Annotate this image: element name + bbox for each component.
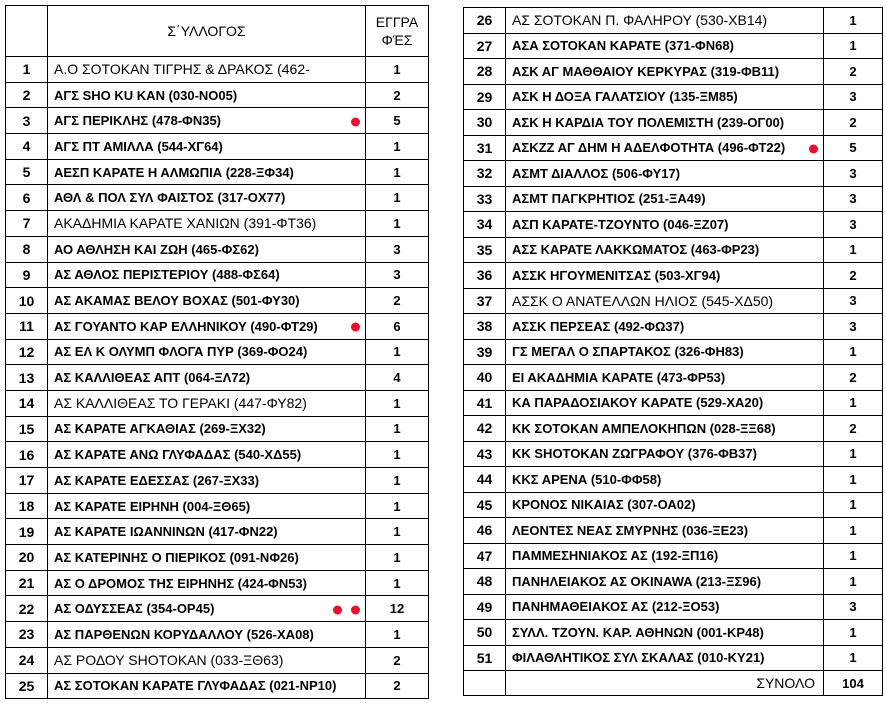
registration-count: 1 bbox=[366, 519, 429, 545]
registration-count: 2 bbox=[824, 263, 883, 289]
registration-count: 1 bbox=[366, 622, 429, 648]
club-name-cell bbox=[506, 569, 824, 595]
club-name-cell bbox=[48, 519, 366, 545]
club-name: ΑΣ ΡΟΔΟΥ SHOTOKAN (033-ΞΘ63) bbox=[54, 652, 284, 669]
table-row bbox=[464, 518, 883, 544]
table-row bbox=[464, 569, 883, 595]
table-row bbox=[6, 596, 429, 622]
club-name-cell bbox=[48, 596, 366, 622]
registration-count: 12 bbox=[366, 596, 429, 622]
club-name: ΑΣ ΠΑΡΘΕΝΩΝ ΚΟΡΥΔΑΛΛΟΥ (526-ΧΑ08) bbox=[54, 626, 314, 642]
club-name: ΕΙ ΑΚΑΔΗΜΙΑ ΚΑΡΑΤΕ (473-ΦΡ53) bbox=[512, 369, 726, 385]
club-name-cell bbox=[506, 212, 824, 238]
header-count: ΕΓΓΡΑ ΦΈΣ bbox=[366, 6, 429, 57]
table-row bbox=[6, 288, 429, 314]
row-number: 13 bbox=[6, 365, 48, 391]
row-number: 47 bbox=[464, 543, 506, 569]
club-name: ΚΚΣ ΑΡΕΝΑ (510-ΦΦ58) bbox=[512, 471, 662, 487]
club-name-cell bbox=[506, 416, 824, 442]
registration-count: 3 bbox=[824, 212, 883, 238]
club-name: ΦΙΛΑΘΛΗΤΙΚΟΣ ΣΥΛ ΣΚΑΛΑΣ (010-ΚΥ21) bbox=[512, 650, 765, 666]
row-number: 42 bbox=[464, 416, 506, 442]
club-name: ΑΣΚΖΖ ΑΓ ΔΗΜ Η ΑΔΕΛΦΟΤΗΤΑ (496-ΦΤ22) bbox=[512, 140, 786, 156]
club-name-cell bbox=[48, 365, 366, 391]
row-number: 46 bbox=[464, 518, 506, 544]
club-name-cell bbox=[48, 442, 366, 468]
registration-count: 3 bbox=[366, 262, 429, 288]
club-name-cell bbox=[506, 518, 824, 544]
registration-count: 1 bbox=[824, 569, 883, 595]
club-name-cell bbox=[48, 339, 366, 365]
club-name: ΑΣ ΚΑΛΛΙΘΕΑΣ ΤΟ ΓΕΡΑΚΙ (447-ΦΥ82) bbox=[54, 395, 307, 412]
club-name-cell bbox=[48, 57, 366, 83]
row-number: 39 bbox=[464, 339, 506, 365]
table-row bbox=[464, 467, 883, 493]
club-name: ΑΣΚ Η ΔΟΞΑ ΓΑΛΑΤΣΙΟΥ (135-ΞΜ85) bbox=[512, 89, 738, 105]
row-number: 12 bbox=[6, 339, 48, 365]
club-name: ΑΚΑΔΗΜΙΑ ΚΑΡΑΤΕ ΧΑΝΙΩΝ (391-ΦΤ36) bbox=[54, 215, 317, 232]
registration-count: 1 bbox=[366, 493, 429, 519]
total-value: 104 bbox=[824, 671, 883, 696]
club-name: ΚΡΟΝΟΣ ΝΙΚΑΙΑΣ (307-ΟΑ02) bbox=[512, 497, 696, 513]
red-dot-icon bbox=[809, 144, 818, 153]
club-name: ΓΣ ΜΕΓΑΛ Ο ΣΠΑΡΤΑΚΟΣ (326-ΦΗ83) bbox=[512, 344, 744, 360]
club-name: Α.Ο ΣΟΤΟΚΑΝ ΤΙΓΡΗΣ & ΔΡΑΚΟΣ (462- bbox=[54, 61, 310, 78]
club-name: ΑΓΣ ΠΤ ΑΜΙΛΛΑ (544-ΧΓ64) bbox=[54, 138, 223, 154]
table-row bbox=[6, 570, 429, 596]
row-number: 3 bbox=[6, 108, 48, 134]
row-number: 45 bbox=[464, 492, 506, 518]
club-name-cell bbox=[48, 262, 366, 288]
row-number: 27 bbox=[464, 33, 506, 59]
registration-count: 1 bbox=[824, 620, 883, 646]
registration-count: 3 bbox=[824, 594, 883, 620]
club-name-cell bbox=[506, 390, 824, 416]
row-number: 25 bbox=[6, 673, 48, 699]
total-row bbox=[464, 671, 883, 696]
table-row bbox=[464, 620, 883, 646]
club-name: ΛΕΟΝΤΕΣ ΝΕΑΣ ΣΜΥΡΝΗΣ (036-ΞΕ23) bbox=[512, 522, 749, 538]
club-name: ΑΣ ΚΑΛΛΙΘΕΑΣ ΑΠΤ (064-ΞΛ72) bbox=[54, 370, 251, 386]
table-row bbox=[6, 313, 429, 339]
row-number: 30 bbox=[464, 110, 506, 136]
registration-count: 1 bbox=[824, 543, 883, 569]
table-row bbox=[6, 468, 429, 494]
row-number: 23 bbox=[6, 622, 48, 648]
marker-dots bbox=[800, 140, 818, 155]
club-name-cell bbox=[506, 110, 824, 136]
club-name-cell bbox=[506, 441, 824, 467]
club-name: ΑΣ Ο ΔΡΟΜΟΣ ΤΗΣ ΕΙΡΗΝΗΣ (424-ΦΝ53) bbox=[54, 575, 307, 591]
club-name: ΑΟ ΑΘΛΗΣΗ ΚΑΙ ΖΩΗ (465-ΦΣ62) bbox=[54, 241, 259, 257]
registration-count: 1 bbox=[824, 339, 883, 365]
club-name-cell bbox=[506, 8, 824, 34]
row-number: 32 bbox=[464, 161, 506, 187]
club-name-cell bbox=[506, 543, 824, 569]
club-name: ΑΣΣΚ Ο ΑΝΑΤΕΛΛΩΝ ΗΛΙΟΣ (545-ΧΔ50) bbox=[512, 292, 774, 309]
club-name-cell bbox=[506, 594, 824, 620]
registration-count: 5 bbox=[824, 135, 883, 161]
table-row bbox=[6, 159, 429, 185]
row-number: 35 bbox=[464, 237, 506, 263]
registration-count: 1 bbox=[824, 467, 883, 493]
club-name: ΚΚ SHOTOKAN ΖΩΓΡΑΦΟΥ (376-ΦΒ37) bbox=[512, 446, 757, 462]
table-row bbox=[6, 390, 429, 416]
club-name-cell bbox=[48, 134, 366, 160]
row-number: 2 bbox=[6, 82, 48, 108]
club-name: ΑΣΜΤ ΔΙΑΛΛΟΣ (506-ΦΥ17) bbox=[512, 165, 681, 181]
registration-count: 1 bbox=[366, 134, 429, 160]
registration-count: 3 bbox=[824, 314, 883, 340]
club-name: ΚΑ ΠΑΡΑΔΟΣΙΑΚΟΥ ΚΑΡΑΤΕ (529-ΧΑ20) bbox=[512, 395, 764, 411]
row-number: 36 bbox=[464, 263, 506, 289]
registration-count: 1 bbox=[366, 468, 429, 494]
red-dot-icon bbox=[351, 117, 360, 126]
table-row bbox=[464, 161, 883, 187]
table-row bbox=[6, 673, 429, 699]
registration-count: 1 bbox=[366, 339, 429, 365]
row-number: 33 bbox=[464, 186, 506, 212]
club-name: ΑΣ ΚΑΡΑΤΕ ΑΓΚΑΘΙΑΣ (269-ΞΧ32) bbox=[54, 421, 266, 437]
table-row bbox=[6, 647, 429, 673]
right-table bbox=[463, 7, 883, 696]
table-row bbox=[6, 493, 429, 519]
registration-count: 1 bbox=[824, 492, 883, 518]
red-dot-icon bbox=[351, 605, 360, 614]
row-number: 4 bbox=[6, 134, 48, 160]
row-number: 41 bbox=[464, 390, 506, 416]
club-name-cell bbox=[506, 467, 824, 493]
row-number: 34 bbox=[464, 212, 506, 238]
club-name-cell bbox=[48, 493, 366, 519]
row-number: 6 bbox=[6, 185, 48, 211]
registration-count: 1 bbox=[366, 159, 429, 185]
club-name: ΠΑΜΜΕΣΗΝΙΑΚΟΣ ΑΣ (192-ΞΠ16) bbox=[512, 548, 719, 564]
header-row bbox=[6, 6, 429, 57]
table-row bbox=[464, 135, 883, 161]
row-number: 37 bbox=[464, 288, 506, 314]
club-name-cell bbox=[506, 314, 824, 340]
table-row bbox=[464, 59, 883, 85]
club-name: ΑΣ ΚΑΡΑΤΕ ΕΙΡΗΝΗ (004-ΞΘ65) bbox=[54, 498, 251, 514]
registration-count: 1 bbox=[366, 545, 429, 571]
club-name: ΑΣ ΚΑΤΕΡΙΝΗΣ Ο ΠΙΕΡΙΚΟΣ (091-ΝΦ26) bbox=[54, 549, 299, 565]
row-number: 1 bbox=[6, 57, 48, 83]
table-row bbox=[6, 185, 429, 211]
club-name-cell bbox=[48, 416, 366, 442]
club-name: ΑΣ ΚΑΡΑΤΕ ΑΝΩ ΓΛΥΦΑΔΑΣ (540-ΧΔ55) bbox=[54, 447, 302, 463]
club-name-cell bbox=[506, 135, 824, 161]
club-name-cell bbox=[506, 161, 824, 187]
row-number: 44 bbox=[464, 467, 506, 493]
total-blank-cell bbox=[464, 671, 506, 696]
registration-count: 1 bbox=[366, 185, 429, 211]
club-name-cell bbox=[48, 185, 366, 211]
registration-count: 2 bbox=[824, 59, 883, 85]
header-blank-cell bbox=[6, 6, 48, 57]
club-name: ΑΣ ΑΚΑΜΑΣ ΒΕΛΟΥ ΒΟΧΑΣ (501-ΦΥ30) bbox=[54, 293, 300, 309]
row-number: 40 bbox=[464, 365, 506, 391]
club-name: ΠΑΝΗΛΕΙΑΚΟΣ ΑΣ OKINAWA (213-ΞΣ96) bbox=[512, 573, 762, 589]
registration-count: 2 bbox=[366, 82, 429, 108]
club-name-cell bbox=[506, 33, 824, 59]
club-name-cell bbox=[506, 263, 824, 289]
red-dot-icon bbox=[333, 605, 342, 614]
club-name-cell bbox=[48, 570, 366, 596]
table-row bbox=[6, 339, 429, 365]
club-name: ΑΣΣ ΚΑΡΑΤΕ ΛΑΚΚΩΜΑΤΟΣ (463-ΦΡ23) bbox=[512, 242, 760, 258]
table-row bbox=[464, 33, 883, 59]
row-number: 7 bbox=[6, 211, 48, 237]
club-name: ΑΣ ΚΑΡΑΤΕ ΕΔΕΣΣΑΣ (267-ΞΧ33) bbox=[54, 472, 260, 488]
row-number: 38 bbox=[464, 314, 506, 340]
registration-count: 2 bbox=[366, 647, 429, 673]
table-row bbox=[464, 543, 883, 569]
club-name: ΑΣΚ Η ΚΑΡΔΙΑ ΤΟΥ ΠΟΛΕΜΙΣΤΗ (239-ΟΓ00) bbox=[512, 114, 785, 130]
club-name: ΑΣ ΣΟΤΟΚΑΝ ΚΑΡΑΤΕ ΓΛΥΦΑΔΑΣ (021-ΝΡ10) bbox=[54, 678, 337, 694]
club-name: ΑΣΚ ΑΓ ΜΑΘΘΑΙΟΥ ΚΕΡΚΥΡΑΣ (319-ΦΒ11) bbox=[512, 63, 780, 79]
club-name-cell bbox=[506, 186, 824, 212]
table-row bbox=[464, 441, 883, 467]
table-row bbox=[464, 288, 883, 314]
row-number: 43 bbox=[464, 441, 506, 467]
table-row bbox=[464, 416, 883, 442]
registration-count: 3 bbox=[366, 236, 429, 262]
row-number: 21 bbox=[6, 570, 48, 596]
marker-dots bbox=[342, 319, 360, 334]
registration-count: 1 bbox=[824, 518, 883, 544]
row-number: 10 bbox=[6, 288, 48, 314]
table-row bbox=[6, 57, 429, 83]
row-number: 24 bbox=[6, 647, 48, 673]
club-name: ΑΓΣ ΠΕΡΙΚΛΗΣ (478-ΦΝ35) bbox=[54, 113, 222, 129]
row-number: 26 bbox=[464, 8, 506, 34]
registration-count: 1 bbox=[366, 57, 429, 83]
club-name-cell bbox=[48, 159, 366, 185]
club-name-cell bbox=[506, 59, 824, 85]
registration-count: 1 bbox=[824, 237, 883, 263]
table-row bbox=[464, 594, 883, 620]
club-name-cell bbox=[506, 339, 824, 365]
row-number: 16 bbox=[6, 442, 48, 468]
club-name-cell bbox=[506, 237, 824, 263]
table-row bbox=[6, 211, 429, 237]
registration-count: 1 bbox=[824, 645, 883, 671]
registration-count: 1 bbox=[824, 390, 883, 416]
table-row bbox=[464, 492, 883, 518]
club-name: ΑΣ ΕΛ Κ ΟΛΥΜΠ ΦΛΟΓΑ ΠΥΡ (369-ΦΟ24) bbox=[54, 344, 308, 360]
row-number: 48 bbox=[464, 569, 506, 595]
registration-count: 2 bbox=[824, 416, 883, 442]
registration-count: 6 bbox=[366, 313, 429, 339]
registration-count: 3 bbox=[824, 161, 883, 187]
row-number: 11 bbox=[6, 313, 48, 339]
row-number: 22 bbox=[6, 596, 48, 622]
table-row bbox=[6, 108, 429, 134]
registration-count: 1 bbox=[366, 570, 429, 596]
table-row bbox=[464, 314, 883, 340]
registration-count: 2 bbox=[824, 110, 883, 136]
row-number: 8 bbox=[6, 236, 48, 262]
table-row bbox=[464, 263, 883, 289]
row-number: 17 bbox=[6, 468, 48, 494]
marker-dots bbox=[342, 113, 360, 128]
club-name: ΑΣΜΤ ΠΑΓΚΡΗΤΙΟΣ (251-ΞΑ49) bbox=[512, 191, 706, 207]
club-name-cell bbox=[506, 492, 824, 518]
total-label: ΣΥΝΟΛΟ bbox=[506, 671, 824, 696]
club-name: ΚΚ ΣΟΤΟΚΑΝ ΑΜΠΕΛΟΚΗΠΩΝ (028-ΞΞ68) bbox=[512, 420, 776, 436]
club-name: ΑΣΠ ΚΑΡΑΤΕ-ΤΖΟΥΝΤΟ (046-ΞΖ07) bbox=[512, 216, 729, 232]
club-name: ΑΣ ΑΘΛΟΣ ΠΕΡΙΣΤΕΡΙΟΥ (488-ΦΣ64) bbox=[54, 267, 280, 283]
table-row bbox=[6, 622, 429, 648]
club-name-cell bbox=[48, 545, 366, 571]
registration-count: 3 bbox=[824, 84, 883, 110]
table-row bbox=[464, 186, 883, 212]
row-number: 29 bbox=[464, 84, 506, 110]
registration-count: 2 bbox=[824, 365, 883, 391]
club-name-cell bbox=[48, 211, 366, 237]
row-number: 19 bbox=[6, 519, 48, 545]
registration-count: 5 bbox=[366, 108, 429, 134]
header-name: Σ΄ΥΛΛΟΓΟΣ bbox=[48, 6, 366, 57]
table-row bbox=[464, 390, 883, 416]
row-number: 15 bbox=[6, 416, 48, 442]
row-number: 9 bbox=[6, 262, 48, 288]
red-dot-icon bbox=[351, 323, 360, 332]
table-row bbox=[464, 8, 883, 34]
registration-count: 1 bbox=[366, 416, 429, 442]
registration-count: 1 bbox=[366, 211, 429, 237]
table-row bbox=[6, 442, 429, 468]
table-row bbox=[6, 236, 429, 262]
club-name: ΑΣΣΚ ΗΓΟΥΜΕΝΙΤΣΑΣ (503-ΧΓ94) bbox=[512, 267, 721, 283]
row-number: 18 bbox=[6, 493, 48, 519]
club-name: ΠΑΝΗΜΑΘΕΙΑΚΟΣ ΑΣ (212-ΞΟ53) bbox=[512, 599, 720, 615]
table-row bbox=[464, 84, 883, 110]
club-name-cell bbox=[48, 647, 366, 673]
table-row bbox=[6, 262, 429, 288]
table-row bbox=[464, 237, 883, 263]
club-name: ΑΣ ΚΑΡΑΤΕ ΙΩΑΝΝΙΝΩΝ (417-ΦΝ22) bbox=[54, 524, 278, 540]
table-row bbox=[464, 645, 883, 671]
club-name-cell bbox=[48, 673, 366, 699]
club-name-cell bbox=[506, 288, 824, 314]
club-name-cell bbox=[48, 108, 366, 134]
club-name: ΑΣ ΟΔΥΣΣΕΑΣ (354-ΟΡ45) bbox=[54, 601, 215, 617]
club-name-cell bbox=[48, 622, 366, 648]
table-row bbox=[6, 545, 429, 571]
registration-count: 1 bbox=[824, 441, 883, 467]
club-name-cell bbox=[48, 288, 366, 314]
club-name: ΣΥΛΛ. ΤΖΟΥΝ. ΚΑΡ. ΑΘΗΝΩΝ (001-ΚΡ48) bbox=[512, 624, 764, 640]
registration-count: 2 bbox=[366, 288, 429, 314]
club-name: ΑΣΑ ΣΟΤΟΚΑΝ ΚΑΡΑΤΕ (371-ΦΝ68) bbox=[512, 38, 734, 54]
row-number: 51 bbox=[464, 645, 506, 671]
table-row bbox=[464, 365, 883, 391]
club-name: ΑΣ ΣΟΤΟΚΑΝ Π. ΦΑΛΗΡΟΥ (530-ΧΒ14) bbox=[512, 12, 768, 29]
registration-count: 1 bbox=[366, 390, 429, 416]
club-name-cell bbox=[48, 468, 366, 494]
table-row bbox=[6, 519, 429, 545]
club-name-cell bbox=[506, 365, 824, 391]
registration-count: 3 bbox=[824, 288, 883, 314]
table-row bbox=[6, 134, 429, 160]
table-row bbox=[6, 82, 429, 108]
registration-count: 1 bbox=[824, 8, 883, 34]
registration-count: 4 bbox=[366, 365, 429, 391]
club-name: ΑΘΛ & ΠΟΛ ΣΥΛ ΦΑΙΣΤΟΣ (317-ΟΧ77) bbox=[54, 190, 286, 206]
table-row bbox=[464, 339, 883, 365]
club-name-cell bbox=[48, 390, 366, 416]
registration-count: 1 bbox=[366, 442, 429, 468]
table-row bbox=[6, 416, 429, 442]
row-number: 31 bbox=[464, 135, 506, 161]
club-name-cell bbox=[48, 82, 366, 108]
table-row bbox=[464, 110, 883, 136]
registration-count: 2 bbox=[366, 673, 429, 699]
club-name: ΑΓΣ SHO KU KAN (030-ΝΟ05) bbox=[54, 87, 238, 103]
table-row bbox=[464, 212, 883, 238]
club-name-cell bbox=[506, 84, 824, 110]
marker-dots bbox=[324, 601, 360, 616]
registration-count: 3 bbox=[824, 186, 883, 212]
row-number: 28 bbox=[464, 59, 506, 85]
club-name-cell bbox=[506, 620, 824, 646]
club-name: ΑΕΣΠ ΚΑΡΑΤΕ Η ΑΛΜΩΠΙΑ (228-ΞΦ34) bbox=[54, 164, 294, 180]
club-name: ΑΣ ΓΟΥΑΝΤΟ ΚΑΡ ΕΛΛΗΝΙΚΟΥ (490-ΦΤ29) bbox=[54, 318, 318, 334]
row-number: 49 bbox=[464, 594, 506, 620]
row-number: 5 bbox=[6, 159, 48, 185]
row-number: 20 bbox=[6, 545, 48, 571]
left-table bbox=[5, 5, 429, 699]
row-number: 14 bbox=[6, 390, 48, 416]
row-number: 50 bbox=[464, 620, 506, 646]
registration-count: 1 bbox=[824, 33, 883, 59]
club-name-cell bbox=[506, 645, 824, 671]
club-name: ΑΣΣΚ ΠΕΡΣΕΑΣ (492-ΦΩ37) bbox=[512, 318, 685, 334]
table-row bbox=[6, 365, 429, 391]
club-name-cell bbox=[48, 236, 366, 262]
club-name-cell bbox=[48, 313, 366, 339]
